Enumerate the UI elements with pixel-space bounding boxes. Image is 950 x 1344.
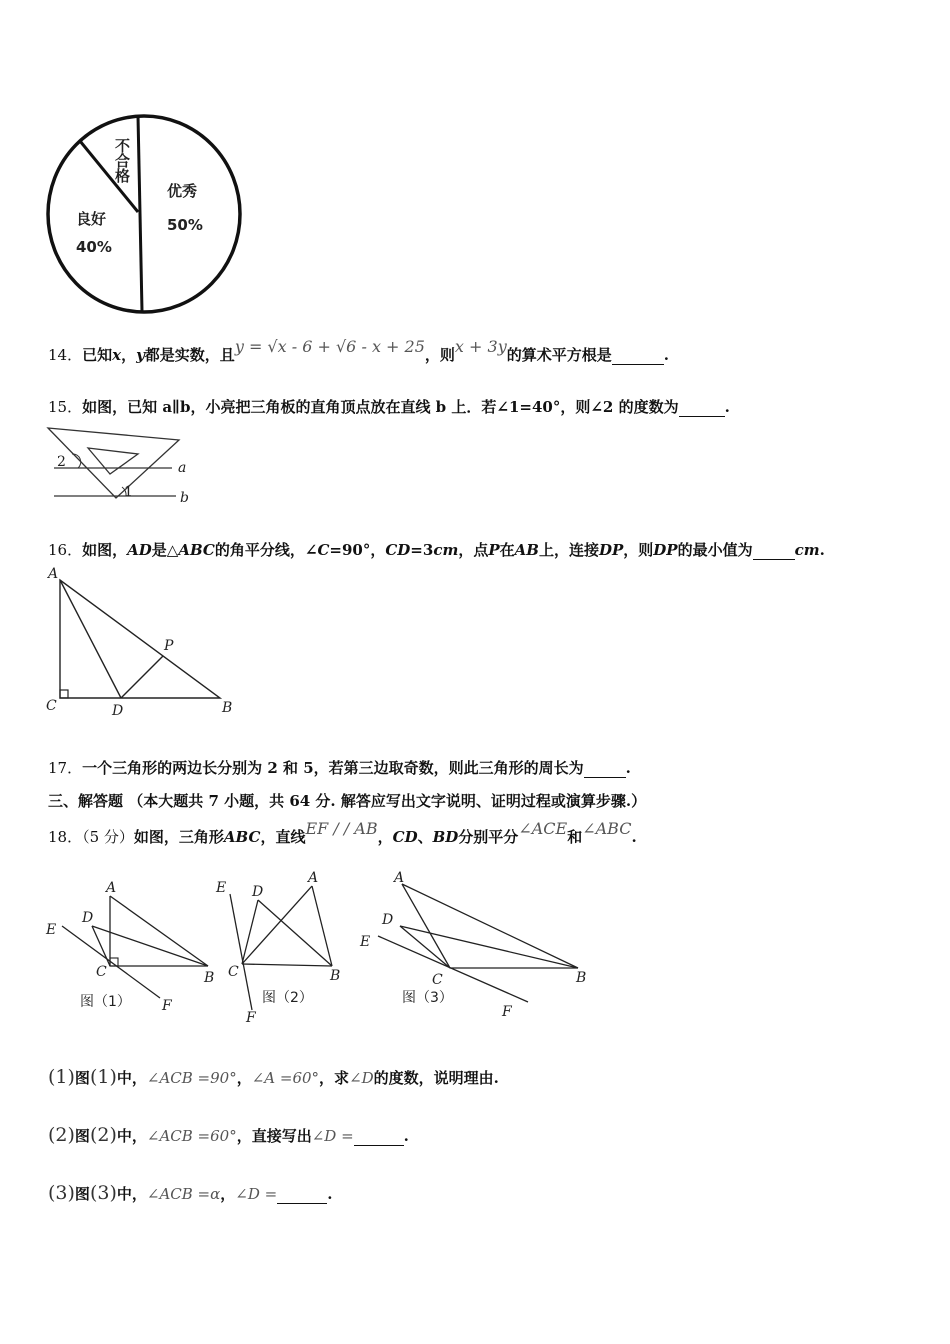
sub1-math-1: ∠ACB =90° bbox=[146, 1069, 237, 1087]
fig2-caption: 图（2） bbox=[262, 990, 313, 1006]
q18-end: . bbox=[631, 828, 637, 846]
q16-DP-2: DP bbox=[653, 541, 678, 559]
q18-ABC: ABC bbox=[223, 828, 261, 846]
q16-AB: AB bbox=[514, 541, 539, 559]
q16-text-17: ，则 bbox=[623, 541, 654, 559]
fig1-segment-CD bbox=[92, 926, 110, 966]
q16-text-1: 如图， bbox=[82, 541, 128, 559]
q18-subquestion-2 bbox=[48, 1124, 409, 1146]
q16-label-P: P bbox=[164, 638, 174, 654]
sub2-end: . bbox=[403, 1127, 409, 1145]
fig1-label-D: D bbox=[82, 910, 94, 926]
sub3-end: . bbox=[327, 1185, 333, 1203]
q14-expression: x + 3y bbox=[454, 337, 507, 356]
fig1-segment-AB bbox=[110, 896, 208, 966]
fig1-line-EF bbox=[62, 926, 160, 998]
q16-P: P bbox=[488, 541, 500, 559]
q14-text-3: ，则 bbox=[424, 346, 455, 364]
q16-end: . bbox=[819, 541, 825, 559]
q15-answer-blank[interactable] bbox=[679, 398, 725, 417]
sub1-number: (1) bbox=[48, 1066, 75, 1088]
fig2-label-E: E bbox=[216, 880, 227, 896]
sub1-fig: 图 bbox=[74, 1069, 90, 1087]
sub3-fig-number: (3) bbox=[89, 1182, 117, 1204]
sub1-text-4: 的度数，说明理由. bbox=[373, 1069, 499, 1087]
section-3-heading: 三、解答题 （本大题共 7 小题，共 64 分. 解答应写出文字说明、证明过程或演算步骤.） bbox=[48, 792, 647, 810]
q16-label-A: A bbox=[48, 566, 59, 582]
sub2-text-1: 中， bbox=[116, 1127, 147, 1145]
q16-text-13: 在 bbox=[499, 541, 515, 559]
q18-subquestion-3 bbox=[48, 1182, 332, 1204]
q18-text-6: 和 bbox=[567, 828, 583, 846]
fig1-caption: 图（1） bbox=[80, 994, 131, 1010]
fig3-line-EF bbox=[378, 936, 528, 1002]
fig2-label-A: A bbox=[308, 870, 319, 886]
fig2-line-EF bbox=[230, 894, 252, 1010]
sub1-math-3: ∠D bbox=[349, 1069, 374, 1087]
pie-label-excellent: 优秀 bbox=[167, 182, 198, 200]
fig3-label-C: C bbox=[432, 972, 443, 988]
q16-answer-blank[interactable] bbox=[753, 541, 795, 560]
q17-number: 17． bbox=[48, 759, 83, 777]
fig3-label-D: D bbox=[382, 912, 394, 928]
q16-segment-DP bbox=[121, 656, 163, 698]
pie-label-excellent-pct: 50% bbox=[167, 216, 203, 234]
sub2-math-2: ∠D = bbox=[311, 1127, 354, 1145]
q15-text: 如图，已知 a∥b，小亮把三角板的直角顶点放在直线 b 上．若∠1=40°，则∠2 的度数为 bbox=[82, 398, 679, 416]
fig1-label-E: E bbox=[46, 922, 57, 938]
q16-text-5: 的角平分线，∠ bbox=[214, 541, 318, 559]
q16-label-D: D bbox=[112, 703, 124, 719]
sub1-text-1: 中， bbox=[116, 1069, 147, 1087]
fig1-label-F: F bbox=[162, 998, 172, 1014]
q16-C: C bbox=[317, 541, 330, 559]
q15-label-a: a bbox=[178, 460, 187, 476]
q18-angle-ACE: ∠ACE bbox=[518, 819, 568, 838]
q16-text-11: ，点 bbox=[458, 541, 489, 559]
fig3-segment-DB bbox=[400, 926, 578, 968]
fig2-label-F: F bbox=[246, 1010, 256, 1026]
q18-figure-1 bbox=[45, 880, 214, 1014]
q16-number: 16． bbox=[48, 541, 83, 559]
q15-label-b: b bbox=[180, 490, 189, 506]
sub2-text-2: ，直接写出 bbox=[236, 1127, 312, 1145]
q16-text-19: 的最小值为 bbox=[677, 541, 753, 559]
fig3-label-A: A bbox=[394, 870, 405, 886]
sub3-math-1: ∠ACB =α bbox=[146, 1185, 221, 1203]
q16-text-7: =90°， bbox=[329, 541, 386, 559]
sub1-text-3: ，求 bbox=[319, 1069, 350, 1087]
sub3-text-2: ， bbox=[220, 1185, 236, 1203]
q14-end: . bbox=[663, 346, 669, 364]
q18-CD: CD bbox=[392, 828, 418, 846]
sub3-text-1: 中， bbox=[116, 1185, 147, 1203]
question-18 bbox=[48, 819, 637, 847]
q17-text: 一个三角形的两边长分别为 2 和 5，若第三边取奇数，则此三角形的周长为 bbox=[82, 759, 584, 777]
sub3-math-2: ∠D = bbox=[235, 1185, 278, 1203]
fig1-label-B: B bbox=[204, 970, 215, 986]
q15-triangle-inner bbox=[88, 448, 138, 474]
q16-text-9: =3 bbox=[410, 541, 434, 559]
q15-figure bbox=[44, 424, 204, 510]
q18-text-5: 分别平分 bbox=[458, 828, 519, 846]
sub2-number: (2) bbox=[48, 1124, 75, 1146]
question-14 bbox=[48, 337, 669, 365]
fig3-segment-AB bbox=[402, 884, 578, 968]
q18-number: 18． bbox=[48, 828, 83, 846]
q18-text-4: 、 bbox=[417, 828, 433, 846]
q16-right-angle-mark bbox=[60, 690, 68, 698]
q15-label-2: 2 bbox=[57, 454, 66, 470]
q16-DP: DP bbox=[598, 541, 624, 559]
fig2-label-D: D bbox=[252, 884, 264, 900]
q16-figure bbox=[40, 562, 250, 722]
q16-text-15: 上，连接 bbox=[538, 541, 599, 559]
q18-text-2: ，直线 bbox=[260, 828, 306, 846]
sub2-fig: 图 bbox=[74, 1127, 90, 1145]
question-17 bbox=[48, 757, 631, 778]
pie-chart bbox=[40, 108, 250, 320]
pie-label-good-pct: 40% bbox=[76, 238, 112, 256]
q14-x: x bbox=[112, 346, 122, 364]
q18-EF-parallel-AB: EF / / AB bbox=[305, 819, 378, 838]
fig3-label-B: B bbox=[576, 970, 587, 986]
q15-number: 15． bbox=[48, 398, 83, 416]
q18-text-1: 如图，三角形 bbox=[133, 828, 224, 846]
q14-equation: y = √x - 6 + √6 - x + 25 bbox=[234, 337, 425, 356]
q14-text-4: 的算术平方根是 bbox=[506, 346, 612, 364]
q14-text-1: 已知 bbox=[82, 346, 113, 364]
q15-end: . bbox=[724, 398, 730, 416]
q18-subquestion-1 bbox=[48, 1066, 499, 1088]
q16-AD: AD bbox=[127, 541, 152, 559]
q18-figure-2 bbox=[215, 870, 340, 1026]
fig3-segment-AC bbox=[402, 884, 450, 968]
q17-end: . bbox=[625, 759, 631, 777]
fig3-label-F: F bbox=[502, 1004, 512, 1020]
q18-text-3: ， bbox=[377, 828, 393, 846]
fig2-label-C: C bbox=[228, 964, 239, 980]
q18-score: （5 分） bbox=[82, 828, 134, 846]
fig2-segment-AB bbox=[312, 886, 332, 966]
q16-cm-2: cm bbox=[794, 541, 820, 559]
fig1-label-C: C bbox=[96, 964, 107, 980]
q16-label-C: C bbox=[46, 698, 57, 714]
sub1-math-2: ∠A =60° bbox=[251, 1069, 320, 1087]
question-16 bbox=[48, 539, 825, 560]
q14-text-2: 都是实数，且 bbox=[144, 346, 235, 364]
fig2-segment-CB bbox=[242, 964, 332, 966]
q18-angle-ABC: ∠ABC bbox=[582, 819, 632, 838]
fig2-label-B: B bbox=[330, 968, 341, 984]
q16-label-B: B bbox=[222, 700, 233, 716]
q16-triangle-ABC bbox=[60, 580, 220, 698]
q14-comma: ， bbox=[121, 346, 137, 364]
pie-label-bad: 不合格 bbox=[113, 138, 131, 183]
sub3-fig: 图 bbox=[74, 1185, 90, 1203]
q14-y: y bbox=[136, 346, 145, 364]
q16-text-3: 是△ bbox=[151, 541, 179, 559]
sub1-text-2: ， bbox=[236, 1069, 252, 1087]
q16-CD: CD bbox=[385, 541, 411, 559]
q17-answer-blank[interactable] bbox=[584, 759, 626, 778]
sub2-fig-number: (2) bbox=[89, 1124, 117, 1146]
q18-figures bbox=[40, 868, 600, 1028]
sub1-fig-number: (1) bbox=[89, 1066, 117, 1088]
q15-label-1: 1 bbox=[124, 484, 133, 500]
sub3-number: (3) bbox=[48, 1182, 75, 1204]
q16-ABC: ABC bbox=[178, 541, 215, 559]
pie-label-good: 良好 bbox=[76, 210, 107, 228]
q16-segment-AD bbox=[60, 580, 121, 698]
pie-divider-main bbox=[138, 116, 142, 311]
fig1-label-A: A bbox=[106, 880, 117, 896]
fig3-caption: 图（3） bbox=[402, 990, 453, 1006]
q14-number: 14． bbox=[48, 346, 83, 364]
fig3-label-E: E bbox=[360, 934, 371, 950]
q18-figure-3 bbox=[359, 870, 586, 1020]
question-15 bbox=[48, 396, 730, 417]
sub2-math-1: ∠ACB =60° bbox=[146, 1127, 237, 1145]
q14-answer-blank[interactable] bbox=[612, 346, 664, 365]
q16-cm: cm bbox=[433, 541, 459, 559]
sub3-answer-blank[interactable] bbox=[277, 1185, 327, 1204]
q18-BD: BD bbox=[432, 828, 459, 846]
sub2-answer-blank[interactable] bbox=[354, 1127, 404, 1146]
q15-triangle-outer bbox=[48, 428, 179, 498]
